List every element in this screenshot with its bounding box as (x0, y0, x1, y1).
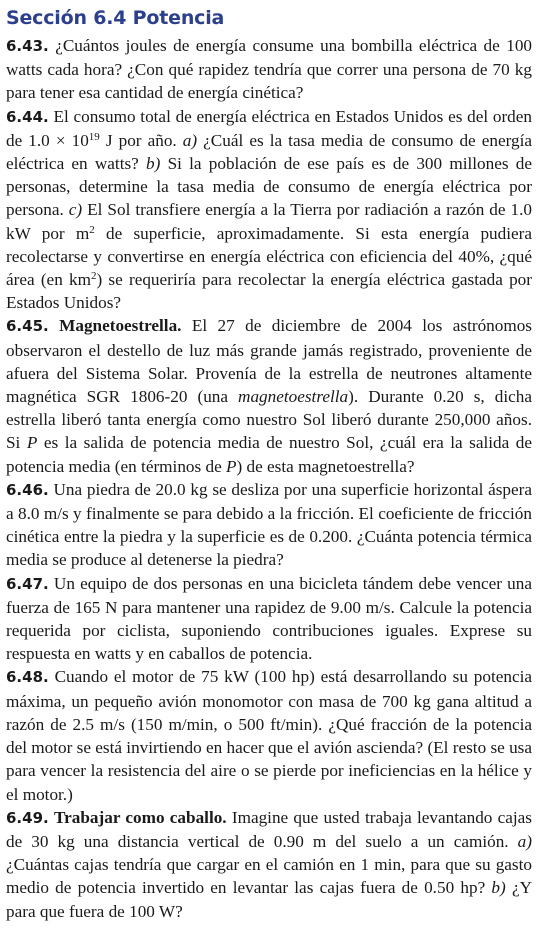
problem-text: Un equipo de dos personas en una bicicleta tándem debe vencer una fuerza de 165 N para mantener una rapidez de 9.00 m/s. Calcule la potencia requerida por ciclista, suponiendo contribuciones iguales. Exprese su respuesta en watts y en caballos de potencia. (6, 573, 533, 664)
part-label-a: a) (182, 130, 198, 150)
textbook-page (6, 4, 532, 923)
problem-text: ¿Cuántos joules de energía consume una bombilla eléctrica de 100 watts cada hora? ¿Con qué rapidez tendría que correr una persona de 70 kg para tener esa cantidad de energía cinética? (6, 36, 533, 103)
variable-p: P (226, 456, 237, 476)
problem-number: 6.43. (6, 37, 49, 55)
part-label-b: b) (491, 878, 506, 898)
problem-text: El consumo total de energía eléctrica en Estados Unidos es del orden de 1.0 × 10 (6, 106, 533, 150)
problem-text: de superficie, aproximadamente. Si esta energía pudiera recolectarse y convertirse en energía eléctrica con eficiencia del 40%, ¿qué área (en km (6, 223, 532, 290)
italic-term: magnetoestrella (238, 387, 349, 407)
problem-title: Trabajar como caballo. (53, 807, 227, 827)
problem-6-46 (6, 478, 532, 572)
variable-p: P (26, 433, 38, 453)
problem-6-48 (6, 665, 532, 805)
problem-text: ) se requeriría para recolectar la energía eléctrica gastada por Estados Unidos? (6, 270, 532, 313)
problem-number: 6.45. (6, 317, 49, 336)
exponent: 2 (90, 270, 97, 283)
problem-number: 6.44. (6, 107, 49, 126)
problem-text: ¿Y para que fuera de 100 W? (6, 878, 532, 921)
problem-title: Magnetoestrella. (59, 316, 182, 336)
problem-number: 6.49. (6, 808, 49, 827)
problem-text: ¿Cuántas cajas tendría que cargar en el camión en 1 min, para que su gasto medio de potencia invertido en levantar las cajas fuera de 0.50 hp? (6, 855, 532, 898)
problem-6-45 (6, 314, 532, 477)
problem-text: El 27 de diciembre de 2004 los astrónomos observaron el destello de luz más grande jamás registrado, proveniente de afuera del Sistema Solar. Provenía de la estrella de neutrones altamente magnética SGR 1806-20 (una (6, 316, 532, 407)
problem-text: ). Durante 0.20 s, dicha estrella liberó tanta energía como nuestro Sol liberó durante 250,000 años. Si (6, 387, 532, 453)
part-label-c: c) (68, 200, 83, 220)
problem-text: Una piedra de 20.0 kg se desliza por una superficie horizontal áspera a 8.0 m/s y finalmente se para debido a la fricción. El coeficiente de fricción cinética entre la piedra y la superficie es de 0.200. ¿Cuánta potencia térmica media se produce al detenerse la piedra? (6, 479, 532, 570)
problem-number: 6.46. (6, 480, 49, 499)
problem-text: ) de esta magnetoestrella? (236, 456, 415, 476)
problem-text: Imagine que usted trabaja levantando cajas de 30 kg una distancia vertical de 0.90 m del suelo a un camión. (6, 807, 532, 851)
problem-6-47 (6, 572, 532, 666)
section-title: Sección 6.4 Potencia (6, 7, 225, 29)
part-label-a: a) (517, 831, 532, 851)
problem-text: es la salida de potencia media de nuestro Sol, ¿cuál era la salida de potencia media (en términos de (6, 433, 532, 476)
problem-6-49 (6, 806, 532, 923)
exponent: 2 (89, 223, 95, 236)
problem-6-43 (6, 34, 532, 105)
problem-text: ¿Cuál es la tasa media de consumo de energía eléctrica en watts? (6, 130, 533, 174)
problem-text: J por año. (99, 130, 183, 150)
exponent: 19 (88, 130, 100, 143)
problem-text: Cuando el motor de 75 kW (100 hp) está desarrollando su potencia máxima, un pequeño avión monomotor con masa de 700 kg gana altitud a razón de 2.5 m/s (150 m/min, o 500 ft/min). ¿Qué fracción de la potencia del motor se está invirtiendo en hacer que el avión ascienda? (El resto se usa para vencer la resistencia del aire o se pierde por ineficiencias en la hélice y el motor.) (6, 667, 532, 804)
problem-number: 6.48. (6, 668, 49, 687)
problem-text: El Sol transfiere energía a la Tierra por radiación a razón de 1.0 kW por m (6, 200, 533, 243)
part-label-b: b) (146, 154, 161, 174)
problem-6-44 (6, 105, 532, 315)
problem-number: 6.47. (6, 574, 49, 593)
problem-text: Si la población de ese país es de 300 millones de personas, determine la tasa media de consumo de energía eléctrica por persona. (6, 154, 532, 220)
